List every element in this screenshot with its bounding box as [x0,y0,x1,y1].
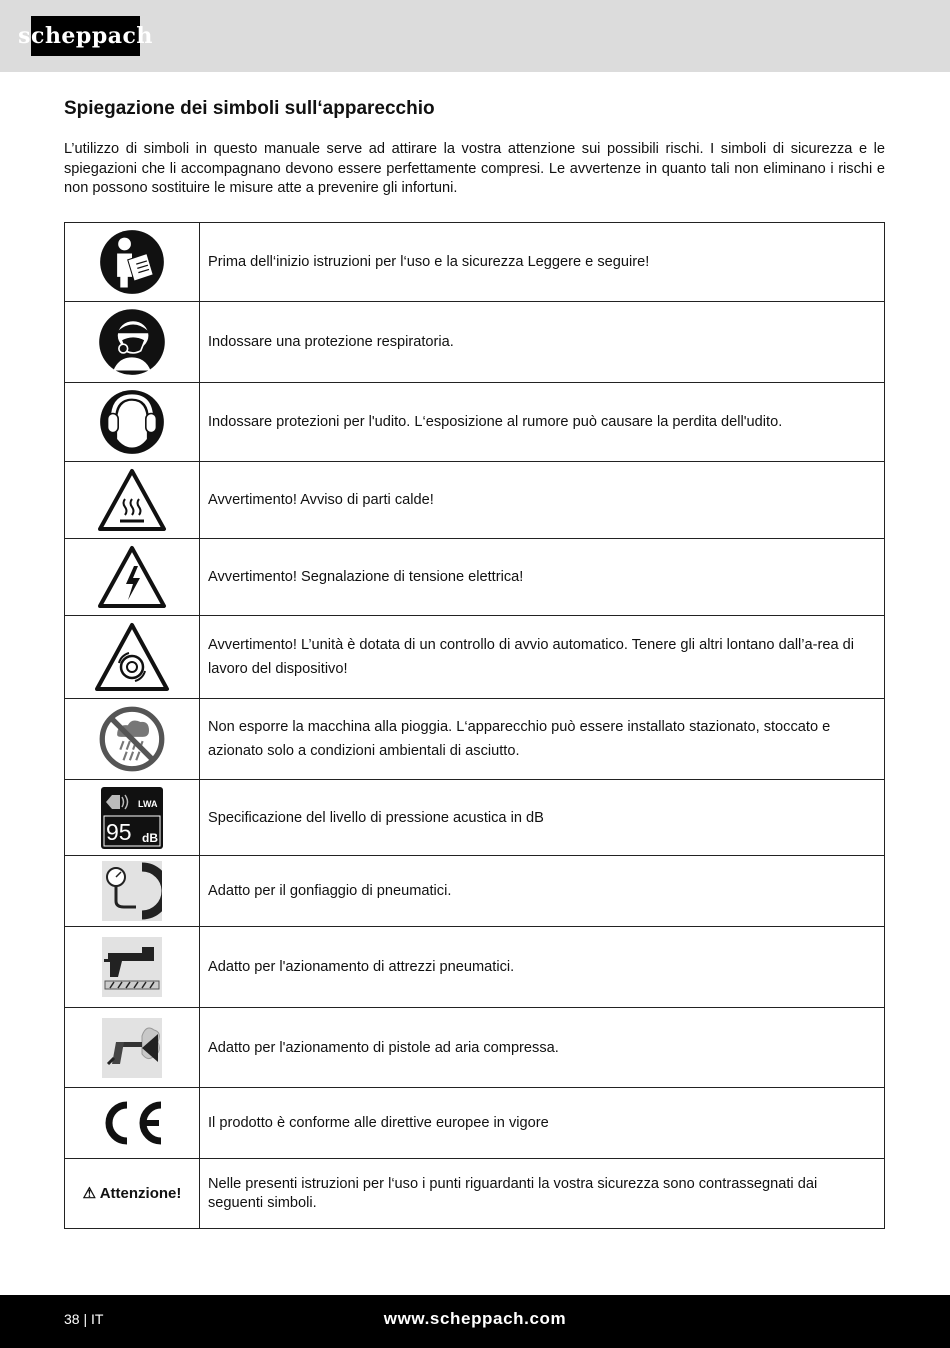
symbol-description: Indossare protezioni per l'udito. L‘esposizione al rumore può causare la perdita dell'udito. [200,383,885,462]
symbol-description: Adatto per l'azionamento di pistole ad aria compressa. [200,1008,885,1088]
hot-surface-warning-icon [96,467,168,533]
intro-paragraph: L’utilizzo di simboli in questo manuale serve ad attirare la vostra attenzione sui possibili rischi. I simboli di sicurezza e le spiegazioni che li accompagnano devono essere perfettamente compresi. Le avvertenze in quanto tali non eliminano i rischi e non possono sostituire le misure atte a prevenire gli infortuni. [64,141,885,196]
header-band [0,0,950,72]
hearing-protection-icon [98,388,166,456]
table-row [65,1088,885,1159]
symbols-table [64,222,885,1229]
symbol-description: Non esporre la macchina alla pioggia. L‘apparecchio può essere installato stazionato, stoccato e azionato solo a condizioni ambientali di asciutto. [200,699,885,780]
sound-level-unit: dB [142,830,158,845]
tyre-inflation-icon [102,861,162,921]
table-row [65,539,885,616]
read-manual-icon [98,228,166,296]
footer [0,1295,950,1348]
symbol-description: Adatto per l'azionamento di attrezzi pneumatici. [200,927,885,1008]
symbol-description: Avvertimento! Avviso di parti calde! [200,462,885,539]
table-row [65,462,885,539]
table-row [65,856,885,927]
table-row [65,302,885,383]
ce-mark-icon [99,1099,165,1147]
attention-label: ⚠ Attenzione! [82,1185,182,1202]
sound-level-label: LWA [138,798,158,809]
page-title: Spiegazione dei simboli sull‘apparecchio [64,98,435,119]
scheppach-logo: scheppach [31,16,140,56]
website-url: www.scheppach.com [383,1309,567,1328]
symbol-description: Specificazione del livello di pressione acustica in dB [200,780,885,856]
symbol-description: Indossare una protezione respiratoria. [200,302,885,383]
symbol-description: Prima dell‘inizio istruzioni per l‘uso e la sicurezza Leggere e seguire! [200,223,885,302]
table-row [65,780,885,856]
table-row [65,927,885,1008]
attention-description: Nelle presenti istruzioni per l‘uso i punti riguardanti la vostra sicurezza sono contrassegnati dai seguenti simboli. [200,1159,885,1229]
table-row [65,699,885,780]
automatic-start-warning-icon [93,621,171,693]
symbol-description: Avvertimento! Segnalazione di tensione elettrica! [200,539,885,616]
pneumatic-tool-icon [102,937,162,997]
table-row [65,223,885,302]
sound-power-level-icon [100,786,164,850]
blow-gun-icon [102,1018,162,1078]
electric-voltage-warning-icon [96,544,168,610]
no-rain-icon [98,705,166,773]
table-row [65,1008,885,1088]
symbol-description: Avvertimento! L’unità è dotata di un controllo di avvio automatico. Tenere gli altri lontano dall’a-rea di lavoro del dispositivo! [200,616,885,699]
table-row [65,616,885,699]
attention-row [65,1159,885,1229]
symbol-description: Il prodotto è conforme alle direttive europee in vigore [200,1088,885,1159]
symbol-description: Adatto per il gonfiaggio di pneumatici. [200,856,885,927]
table-row [65,383,885,462]
respiratory-protection-icon [97,307,167,377]
page-number: 38 | IT [64,1311,104,1327]
sound-level-value: 95 [106,818,132,845]
